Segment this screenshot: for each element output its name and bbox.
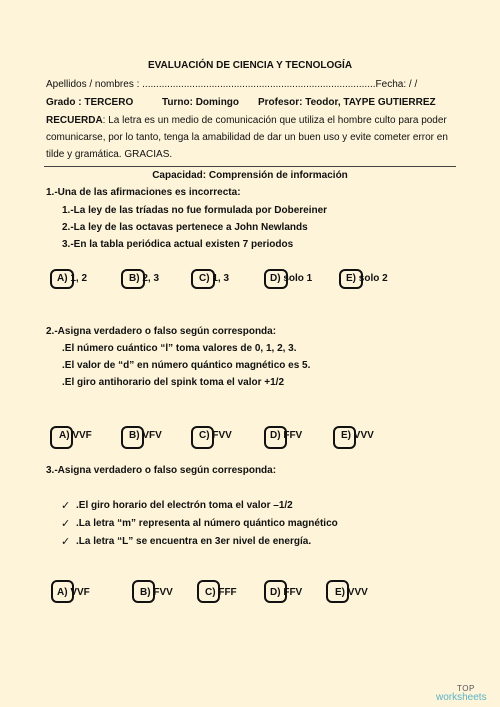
brand-logo-text: worksheets [436,692,487,703]
q3-option-b: B) FVV [140,587,173,598]
q1-option-a: A) 1, 2 [57,273,88,284]
reminder-line-3: tilde y gramática. GRACIAS. [46,149,173,160]
q1-statement-2: 2.-La ley de las octavas pertenece a John Newlands [62,222,308,233]
reminder-label: RECUERDA [46,115,103,126]
q2-option-b: B) VFV [129,430,162,441]
exam-title: EVALUACIÓN DE CIENCIA Y TECNOLOGÍA [147,60,353,71]
q3-statement-2: .La letra “m” representa al número quántico magnético [76,518,338,529]
q1-option-c: C) 1, 3 [199,273,230,284]
brand-top-text: TOP [457,684,475,693]
grade-label: Grado : TERCERO [46,97,134,108]
q3-option-d: D) FFV [270,587,303,598]
q1-statement-1: 1.-La ley de las tríadas no fue formulada por Dobereiner [62,205,328,216]
q1-prompt: 1.-Una de las afirmaciones es incorrecta: [46,187,241,198]
q3-prompt: 3.-Asigna verdadero o falso según corresponda: [46,465,277,476]
q1-option-b: B) 2, 3 [129,273,160,284]
reminder-line-2: comunicarse, por lo tanto, tenga la amabilidad de dar un buen uso y evite cometer error en [46,132,448,143]
q3-statement-1: .El giro horario del electrón toma el valor –1/2 [76,500,293,511]
shift-label: Turno: Domingo [162,97,240,108]
q2-statement-1: .El número cuántico “l” toma valores de 0, 1, 2, 3. [62,343,297,354]
capacity-heading: Capacidad: Comprensión de información [152,170,348,181]
q3-option-e: E) VVV [335,587,368,598]
reminder-text-1: : La letra es un medio de comunicación que utiliza el hombre culto para poder [102,115,447,126]
q2-option-c: C) FVV [199,430,232,441]
names-date-line: Apellidos / nombres : ....................................................................................Fecha: / / [46,79,418,90]
q2-option-a: A) VVF [59,430,92,441]
q3-statement-3: .La letra “L” se encuentra en 3er nivel de energía. [76,536,312,547]
q1-statement-3: 3.-En la tabla periódica actual existen 7 periodos [62,239,294,250]
section-divider [44,166,456,167]
check-icon: ✓ [61,536,71,548]
q2-prompt: 2.-Asigna verdadero o falso según corresponda: [46,326,277,337]
q1-option-d: D) solo 1 [270,273,313,284]
q2-statement-2: .El valor de “d” en número quántico magnético es 5. [62,360,311,371]
check-icon: ✓ [61,500,71,512]
q3-option-c: C) FFF [205,587,237,598]
q2-option-d: D) FFV [270,430,303,441]
q1-option-e: E) solo 2 [346,273,388,284]
reminder-line-1 [46,115,447,126]
check-icon: ✓ [61,518,71,530]
teacher-label: Profesor: Teodor, TAYPE GUTIERREZ [258,97,436,108]
q2-option-e: E) VVV [341,430,374,441]
q2-statement-3: .El giro antihorario del spink toma el valor +1/2 [62,377,285,388]
q3-option-a: A) VVF [57,587,90,598]
